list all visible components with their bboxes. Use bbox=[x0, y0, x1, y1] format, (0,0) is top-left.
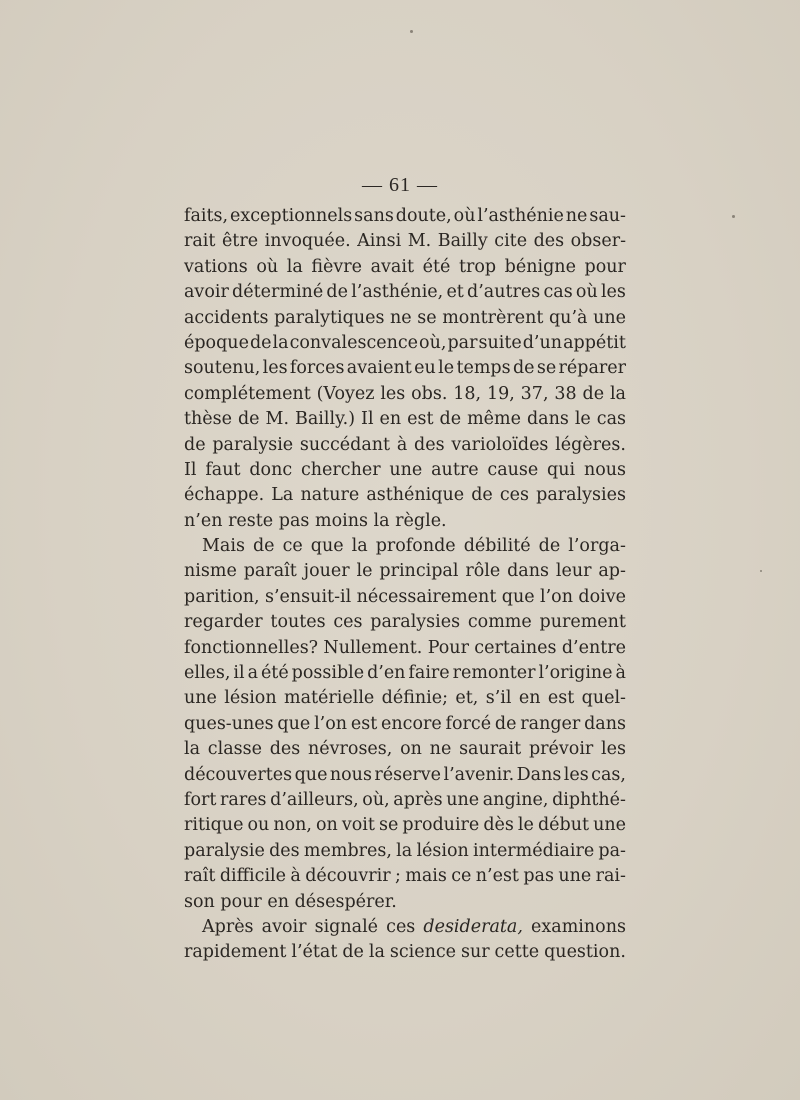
word: réparer bbox=[558, 358, 626, 379]
body-text bbox=[184, 204, 626, 966]
word: thèse bbox=[184, 409, 232, 430]
word: les bbox=[601, 739, 626, 760]
word: ces bbox=[386, 916, 416, 937]
word: remonter bbox=[452, 663, 536, 684]
word: eu bbox=[414, 358, 436, 379]
word: desiderata, bbox=[423, 916, 523, 937]
text-line bbox=[184, 509, 626, 534]
word: doive bbox=[578, 586, 626, 607]
word: rai- bbox=[595, 866, 626, 887]
word: d’en bbox=[367, 663, 406, 684]
word: été bbox=[260, 663, 289, 684]
text-line bbox=[184, 331, 626, 356]
text-line bbox=[184, 890, 626, 915]
word: bénigne bbox=[504, 256, 576, 277]
word: rait bbox=[184, 231, 216, 252]
word: ne bbox=[429, 739, 452, 760]
word: cas bbox=[543, 282, 573, 303]
word: le bbox=[438, 358, 455, 379]
word: début bbox=[537, 815, 590, 836]
word: dans bbox=[507, 561, 549, 582]
word: de bbox=[512, 358, 535, 379]
word: fièvre bbox=[311, 256, 363, 277]
word: est bbox=[350, 713, 378, 734]
word: reste bbox=[228, 510, 274, 531]
word: l’asthénie bbox=[477, 206, 564, 226]
paper-speck bbox=[732, 215, 735, 218]
text-line bbox=[184, 915, 626, 940]
text-line bbox=[184, 559, 626, 584]
word: on bbox=[400, 739, 422, 760]
word: 37, bbox=[520, 383, 549, 404]
word: ces bbox=[333, 612, 363, 633]
word: sur bbox=[460, 942, 490, 963]
word: que bbox=[501, 586, 535, 607]
word: en bbox=[379, 409, 402, 430]
word: appétit bbox=[563, 332, 626, 353]
word: l’origine bbox=[538, 663, 613, 684]
word: est bbox=[407, 409, 434, 430]
word: règle. bbox=[395, 510, 447, 531]
word: diphthé- bbox=[552, 789, 626, 810]
word: rapidement bbox=[184, 942, 287, 963]
word: et bbox=[446, 282, 464, 303]
word: des bbox=[269, 739, 301, 760]
word: faits, bbox=[184, 206, 229, 226]
word: n’est bbox=[475, 866, 519, 887]
word: nous bbox=[329, 764, 372, 785]
text-line bbox=[184, 813, 626, 838]
word: échappe. bbox=[184, 485, 265, 506]
word: moins bbox=[314, 510, 368, 531]
word: prévoir bbox=[528, 739, 594, 760]
text-line bbox=[184, 306, 626, 331]
word: à bbox=[615, 663, 626, 684]
word: une bbox=[593, 815, 626, 836]
word: lésion bbox=[416, 840, 469, 861]
word: de bbox=[252, 536, 275, 557]
word: Pour bbox=[427, 637, 469, 658]
word: de bbox=[237, 409, 260, 430]
word: rôle bbox=[465, 561, 501, 582]
word: sau- bbox=[589, 206, 626, 226]
word: de bbox=[439, 409, 462, 430]
word: s’il bbox=[485, 688, 512, 709]
word: l’on bbox=[314, 713, 348, 734]
word: avait bbox=[370, 256, 414, 277]
word: être bbox=[221, 231, 259, 252]
word: jouer bbox=[303, 561, 350, 582]
word: qu’à bbox=[548, 307, 588, 328]
word: obs. bbox=[411, 383, 448, 404]
word: paralytiques bbox=[274, 307, 385, 328]
word: névroses, bbox=[308, 739, 393, 760]
word: 38 bbox=[554, 383, 577, 404]
word: 18, bbox=[453, 383, 482, 404]
word: difficile bbox=[219, 866, 286, 887]
word: l’on bbox=[540, 586, 573, 607]
word: où bbox=[575, 282, 598, 303]
word: réserve bbox=[374, 764, 442, 785]
word: rares bbox=[220, 789, 267, 810]
word: signalé bbox=[314, 916, 379, 937]
word: la bbox=[368, 942, 385, 963]
text-line bbox=[184, 433, 626, 458]
word: paraît bbox=[243, 561, 297, 582]
word: parition, bbox=[184, 586, 260, 607]
word: est bbox=[547, 688, 575, 709]
text-line bbox=[184, 839, 626, 864]
word: Après bbox=[202, 916, 254, 937]
word: de bbox=[326, 282, 348, 303]
text-line bbox=[184, 280, 626, 305]
word: Bailly.) bbox=[295, 409, 356, 430]
word: de bbox=[538, 536, 561, 557]
word: la bbox=[373, 510, 390, 531]
word: fonctionnelles? bbox=[184, 637, 319, 658]
word: l’orga- bbox=[568, 536, 626, 557]
word: toutes bbox=[270, 612, 326, 633]
word: asthénique bbox=[366, 485, 465, 506]
word: dès bbox=[483, 815, 514, 836]
word: s’ensuit-il bbox=[265, 586, 352, 607]
word: d’autres bbox=[467, 282, 541, 303]
word: Dans bbox=[516, 764, 562, 785]
word: avoir bbox=[184, 282, 229, 303]
word: Il bbox=[184, 459, 197, 480]
word: de bbox=[184, 434, 206, 455]
word: ne bbox=[565, 206, 588, 226]
word: cas, bbox=[591, 764, 626, 785]
word: ces bbox=[499, 485, 530, 506]
word: à bbox=[290, 866, 301, 887]
word: par bbox=[447, 332, 478, 353]
word: les bbox=[380, 383, 406, 404]
word: d’un bbox=[522, 332, 563, 353]
text-line bbox=[184, 788, 626, 813]
word: nature bbox=[300, 485, 360, 506]
word: La bbox=[271, 485, 294, 506]
word: n’en bbox=[184, 510, 223, 531]
word: une bbox=[558, 866, 592, 887]
word: M. bbox=[407, 231, 432, 252]
paper-speck bbox=[760, 570, 762, 572]
word: époque bbox=[184, 332, 249, 353]
word: a bbox=[247, 663, 258, 684]
text-line bbox=[184, 763, 626, 788]
word: faut bbox=[205, 459, 241, 480]
word: leur bbox=[555, 561, 592, 582]
word: de bbox=[582, 383, 605, 404]
word: 19, bbox=[486, 383, 515, 404]
word: succédant bbox=[299, 434, 391, 455]
text-line bbox=[184, 407, 626, 432]
word: découvertes bbox=[184, 764, 293, 785]
word: une bbox=[389, 459, 423, 480]
word: où bbox=[453, 206, 476, 226]
word: son bbox=[184, 891, 215, 912]
word: Bailly bbox=[437, 231, 488, 252]
word: Ainsi bbox=[357, 231, 402, 252]
word: complétement bbox=[184, 383, 311, 404]
word: question. bbox=[544, 942, 626, 963]
word: doute, bbox=[395, 206, 452, 226]
word: cite bbox=[494, 231, 528, 252]
word: voit bbox=[341, 815, 375, 836]
word: produire bbox=[402, 815, 480, 836]
word: paralysie bbox=[212, 434, 294, 455]
word: ne bbox=[390, 307, 412, 328]
word: se bbox=[417, 307, 437, 328]
word: avoir bbox=[261, 916, 307, 937]
text-line bbox=[184, 356, 626, 381]
text-line bbox=[184, 458, 626, 483]
word: nous bbox=[583, 459, 626, 480]
word: les bbox=[262, 358, 288, 379]
text-line bbox=[184, 534, 626, 559]
page-number: — 61 — bbox=[362, 174, 438, 196]
word: après bbox=[393, 789, 443, 810]
word: la bbox=[609, 383, 626, 404]
word: Il bbox=[361, 409, 374, 430]
word: ques-unes bbox=[184, 713, 274, 734]
word: l’état bbox=[291, 942, 338, 963]
word: suite bbox=[478, 332, 522, 353]
word: non, bbox=[273, 815, 312, 836]
word: et, bbox=[455, 688, 479, 709]
word: les bbox=[563, 764, 589, 785]
word: encore bbox=[381, 713, 442, 734]
word: forcé bbox=[445, 713, 492, 734]
text-line bbox=[184, 712, 626, 737]
word: principal bbox=[379, 561, 459, 582]
word: pour bbox=[584, 256, 626, 277]
word: où bbox=[256, 256, 279, 277]
word: dans bbox=[526, 409, 569, 430]
text-line bbox=[184, 864, 626, 889]
word: où, bbox=[419, 332, 447, 353]
word: la bbox=[286, 256, 303, 277]
word: nisme bbox=[184, 561, 237, 582]
text-line bbox=[184, 610, 626, 635]
word: ce bbox=[451, 866, 472, 887]
word: lésion bbox=[224, 688, 277, 709]
word: des bbox=[269, 840, 300, 861]
word: découvrir bbox=[305, 866, 391, 887]
word: cause bbox=[487, 459, 539, 480]
word: sans bbox=[354, 206, 394, 226]
word: ap- bbox=[598, 561, 626, 582]
text-line bbox=[184, 940, 626, 965]
word: la bbox=[184, 739, 201, 760]
word: pour bbox=[220, 891, 262, 912]
word: faire bbox=[408, 663, 450, 684]
text-line bbox=[184, 636, 626, 661]
word: d’entre bbox=[561, 637, 626, 658]
word: pas bbox=[523, 866, 554, 887]
word: le bbox=[356, 561, 373, 582]
word: obser- bbox=[570, 231, 626, 252]
text-line bbox=[184, 483, 626, 508]
word: classe bbox=[207, 739, 262, 760]
word: qui bbox=[547, 459, 576, 480]
word: M. bbox=[265, 409, 290, 430]
word: Mais bbox=[202, 536, 245, 557]
word: en bbox=[518, 688, 541, 709]
text-line bbox=[184, 585, 626, 610]
word: angine, bbox=[482, 789, 549, 810]
word: purement bbox=[539, 612, 626, 633]
word: que bbox=[294, 764, 328, 785]
word: de bbox=[494, 713, 517, 734]
word: que bbox=[310, 536, 344, 557]
word: se bbox=[536, 358, 557, 379]
word: se bbox=[378, 815, 399, 836]
word: de bbox=[249, 332, 272, 353]
word: paralysies bbox=[370, 612, 461, 633]
word: convalescence bbox=[289, 332, 419, 353]
word: soutenu, bbox=[184, 358, 261, 379]
word: d’ailleurs, bbox=[270, 789, 359, 810]
word: certaines bbox=[474, 637, 557, 658]
word: trop bbox=[458, 256, 497, 277]
word: ou bbox=[247, 815, 270, 836]
word: donc bbox=[249, 459, 293, 480]
word: regarder bbox=[184, 612, 263, 633]
word: intermédiaire bbox=[473, 840, 595, 861]
word: définie; bbox=[381, 688, 449, 709]
word: quel- bbox=[581, 688, 626, 709]
text-line bbox=[184, 204, 626, 229]
word: déterminé bbox=[232, 282, 324, 303]
word: paralysie bbox=[184, 840, 265, 861]
word: où, bbox=[362, 789, 390, 810]
word: on bbox=[316, 815, 338, 836]
word: elles, bbox=[184, 663, 231, 684]
word: pas bbox=[278, 510, 310, 531]
word: les bbox=[600, 282, 626, 303]
word: fort bbox=[184, 789, 217, 810]
word: ce bbox=[282, 536, 303, 557]
word: matérielle bbox=[284, 688, 375, 709]
word: ranger bbox=[520, 713, 581, 734]
word: le bbox=[574, 409, 591, 430]
word: profonde bbox=[375, 536, 456, 557]
word: en bbox=[267, 891, 289, 912]
word: examinons bbox=[531, 916, 626, 937]
word: une bbox=[593, 307, 626, 328]
word: paralysies bbox=[536, 485, 626, 506]
word: de bbox=[342, 942, 364, 963]
word: été bbox=[422, 256, 451, 277]
word: exceptionnels bbox=[230, 206, 353, 226]
word: une bbox=[446, 789, 480, 810]
word: avaient bbox=[346, 358, 412, 379]
word: des bbox=[533, 231, 565, 252]
text-line bbox=[184, 661, 626, 686]
word: il bbox=[233, 663, 245, 684]
word: des bbox=[414, 434, 445, 455]
text-line bbox=[184, 255, 626, 280]
word: autre bbox=[431, 459, 479, 480]
text-line bbox=[184, 382, 626, 407]
word: une bbox=[184, 688, 217, 709]
word: débilité bbox=[463, 536, 531, 557]
word: même bbox=[467, 409, 521, 430]
word: ritique bbox=[184, 815, 244, 836]
text-line bbox=[184, 686, 626, 711]
word: le bbox=[517, 815, 534, 836]
word: forces bbox=[289, 358, 345, 379]
word: légères. bbox=[555, 434, 626, 455]
word: membres, bbox=[303, 840, 392, 861]
word: pa- bbox=[598, 840, 626, 861]
word: possible bbox=[291, 663, 365, 684]
word: Nullement. bbox=[323, 637, 423, 658]
word: temps bbox=[456, 358, 511, 379]
word: la bbox=[396, 840, 413, 861]
word: (Voyez bbox=[316, 383, 375, 404]
word: saurait bbox=[459, 739, 522, 760]
word: la bbox=[272, 332, 289, 353]
text-line bbox=[184, 737, 626, 762]
word: à bbox=[396, 434, 408, 455]
word: dans bbox=[584, 713, 626, 734]
word: de bbox=[471, 485, 493, 506]
word: varioloïdes bbox=[451, 434, 549, 455]
word: science bbox=[389, 942, 457, 963]
word: que bbox=[277, 713, 311, 734]
word: chercher bbox=[300, 459, 381, 480]
word: vations bbox=[184, 256, 248, 277]
word: ; bbox=[394, 866, 401, 887]
word: la bbox=[351, 536, 368, 557]
word: cette bbox=[494, 942, 540, 963]
word: montrèrent bbox=[442, 307, 544, 328]
word: cas bbox=[596, 409, 626, 430]
word: invoquée. bbox=[264, 231, 351, 252]
word: désespérer. bbox=[294, 891, 397, 912]
word: accidents bbox=[184, 307, 269, 328]
word: raît bbox=[184, 866, 216, 887]
word: nécessairement bbox=[356, 586, 497, 607]
word: l’asthénie, bbox=[351, 282, 444, 303]
word: comme bbox=[467, 612, 532, 633]
text-line bbox=[184, 229, 626, 254]
word: mais bbox=[405, 866, 447, 887]
word: l’avenir. bbox=[443, 764, 515, 785]
paper-speck bbox=[410, 30, 413, 33]
